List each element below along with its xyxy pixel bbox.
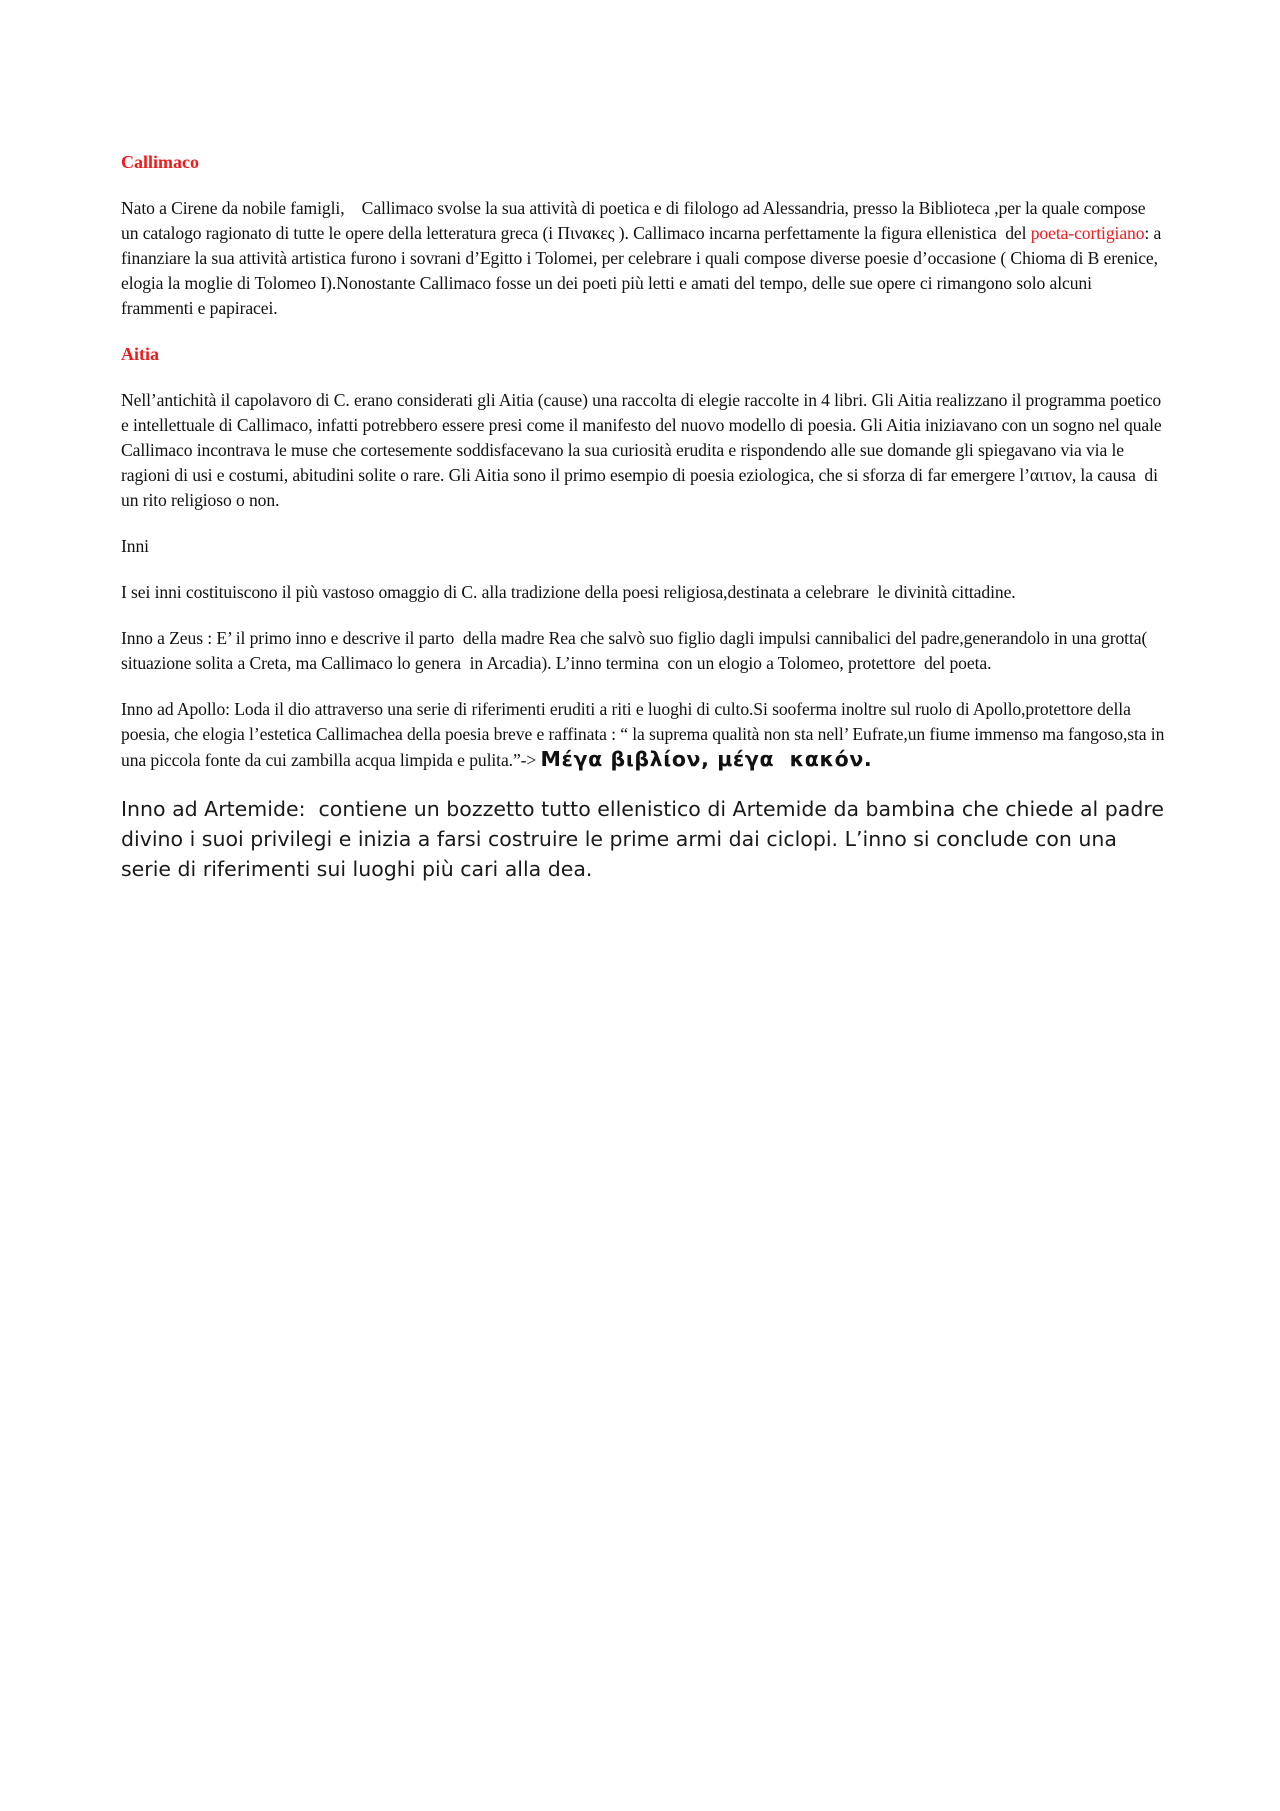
apollo-paragraph — [121, 697, 1166, 773]
zeus-paragraph: Inno a Zeus : E’ il primo inno e descrive il parto della madre Rea che salvò suo figlio dagli impulsi cannibalici del padre,generandolo in una grotta( situazione solita a Creta, ma Callimaco lo genera in Arcadia). L’inno termina con un elogio a Tolomeo, protettore del poeta. — [121, 628, 1148, 673]
poeta-cortigiano-highlight: poeta-cortigiano — [1030, 223, 1145, 243]
heading-inni: Inni — [121, 536, 149, 556]
artemide-paragraph: Inno ad Artemide: contiene un bozzetto tutto ellenistico di Artemide da bambina che chiede al padre divino i suoi privilegi e inizia a farsi costruire le prime armi dai ciclopi. L’inno si conclude con una serie di riferimenti sui luoghi più cari alla dea. — [121, 797, 1164, 881]
heading-aitia: Aitia — [121, 344, 159, 364]
aitia-paragraph: Nell’antichità il capolavoro di C. erano considerati gli Aitia (cause) una raccolta di elegie raccolte in 4 libri. Gli Aitia realizzano il programma poetico e intellettuale di Callimaco, infatti potrebbero essere presi come il manifesto del nuovo modello di poesia. Gli Aitia iniziavano con un sogno nel quale Callimaco incontrava le muse che cortesemente soddisfacevano la sua curiosità erudita e rispondendo alle sue domande gli spiegavano via via le ragioni di usi e costumi, abitudini solite o rare. Gli Aitia sono il primo esempio di poesia eziologica, che si sforza di far emergere l’αιτιον, la causa di un rito religioso o non. — [121, 390, 1162, 510]
intro-paragraph — [121, 196, 1166, 321]
document-page — [121, 150, 1166, 884]
greek-quote: Μέγα βιβλίον, μέγα κακόν. — [540, 747, 873, 771]
apollo-text: Inno ad Apollo: Loda il dio attraverso una serie di riferimenti eruditi a riti e luoghi di culto.Si sooferma inoltre sul ruolo di Apollo,protettore della poesia, che elogia l’estetica Callimachea della poesia breve e raffinata : “ la suprema qualità non sta nell’ Eufrate,un fiume immenso ma fangoso,sta in una piccola fonte da cui zambilla acqua limpida e pulita.”-> — [121, 699, 1165, 770]
inni-intro-paragraph: I sei inni costituiscono il più vastoso omaggio di C. alla tradizione della poesi religiosa,destinata a celebrare le divinità cittadine. — [121, 582, 1016, 602]
title-callimaco: Callimaco — [121, 152, 199, 172]
intro-text-2: : a finanziare la sua attività artistica furono i sovrani d’Egitto i Tolomei, per celebrare i quali compose diverse poesie d’occasione ( Chioma di B erenice, elogia la moglie di Tolomeo I).Nonostante Callimaco fosse un dei poeti più letti e amati del tempo, delle sue opere ci rimangono solo alcuni frammenti e papiracei. — [121, 223, 1162, 318]
intro-text-1: Nato a Cirene da nobile famigli, Callimaco svolse la sua attività di poetica e di filologo ad Alessandria, presso la Biblioteca ,per la quale compose un catalogo ragionato di tutte le opere della letteratura greca (i Πινακες ). Callimaco incarna perfettamente la figura ellenistica del — [121, 198, 1146, 243]
